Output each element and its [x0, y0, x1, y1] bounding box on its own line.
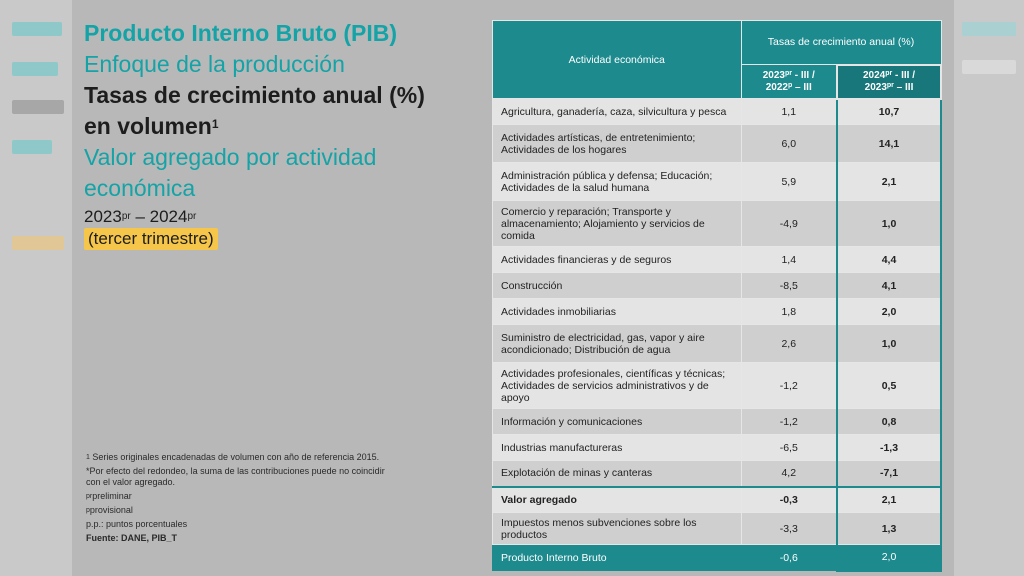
rate-2024: 2,0 [837, 299, 941, 325]
activity-name: Producto Interno Bruto [493, 545, 742, 571]
section-line-2: económica [84, 175, 196, 201]
footnote-5: p.p.: puntos porcentuales [86, 519, 188, 529]
p1a-sup: pr [784, 69, 792, 77]
activity-name: Información y comunicaciones [493, 409, 742, 435]
table-row-value-added [493, 487, 942, 513]
year-b: – 2024 [130, 207, 188, 226]
year-a: 2023 [84, 207, 122, 226]
rate-2024: 1,0 [837, 325, 941, 363]
table-row [493, 273, 942, 299]
slide-title: Producto Interno Bruto (PIB) [84, 20, 398, 46]
footnote-1 [86, 452, 386, 463]
table-row [493, 125, 942, 163]
footnote-4 [86, 505, 386, 516]
rate-2024: 0,8 [837, 409, 941, 435]
background-frame-left [0, 0, 72, 576]
p2b: - III / [892, 69, 916, 81]
table-row [493, 461, 942, 487]
footnote-3 [86, 491, 386, 502]
heading-footnote-mark: 1 [211, 117, 219, 131]
rate-2023: 2,6 [741, 325, 837, 363]
table-row [493, 363, 942, 409]
section-line-1: Valor agregado por actividad [84, 144, 377, 170]
slide [72, 0, 954, 576]
activity-name: Actividades inmobiliarias [493, 299, 742, 325]
rate-2023: 6,0 [741, 125, 837, 163]
p1a: 2023 [762, 69, 785, 81]
rate-2023: -1,2 [741, 363, 837, 409]
rate-2023: -6,5 [741, 435, 837, 461]
year-a-sup: pr [121, 211, 131, 222]
footnote-4-text: provisional [89, 505, 133, 515]
slide-subtitle: Enfoque de la producción [84, 51, 345, 77]
rate-2023: -1,2 [741, 409, 837, 435]
activity-name: Comercio y reparación; Transporte y almacenamiento; Alojamiento y servicios de comida [493, 201, 742, 247]
activity-name: Impuestos menos subvenciones sobre los productos [493, 513, 742, 545]
years-range [84, 206, 474, 228]
footnote-3-mark: pr [86, 493, 93, 500]
rate-2024: 0,5 [837, 363, 941, 409]
quarter-highlight: (tercer trimestre) [84, 228, 218, 250]
table-row [493, 435, 942, 461]
slide-heading [84, 18, 474, 250]
header-activity: Actividad económica [493, 21, 742, 99]
p1b: - III / [791, 69, 815, 81]
rate-2024: 2,0 [837, 545, 941, 571]
table-row [493, 247, 942, 273]
p1c: 2022 [765, 81, 788, 93]
rate-2024: -7,1 [837, 461, 941, 487]
activity-name: Construcción [493, 273, 742, 299]
rate-2023: 4,2 [741, 461, 837, 487]
table-row [493, 299, 942, 325]
table-row [493, 99, 942, 125]
rate-2024: 2,1 [837, 163, 941, 201]
activity-name: Administración pública y defensa; Educación; Actividades de la salud humana [493, 163, 742, 201]
rate-2023: 5,9 [741, 163, 837, 201]
table-row [493, 163, 942, 201]
activity-name: Explotación de minas y canteras [493, 461, 742, 487]
p2a-sup: pr [885, 69, 893, 77]
p2a: 2024 [862, 69, 886, 81]
header-period-2 [837, 65, 941, 99]
rate-2024: 1,3 [837, 513, 941, 545]
rate-2024: 4,1 [837, 273, 941, 299]
rate-2023: 1,1 [741, 99, 837, 125]
header-period-1 [741, 65, 837, 99]
rate-2024: 4,4 [837, 247, 941, 273]
footnote-2: *Por efecto del redondeo, la suma de las contribuciones puede no coincidir con el valor agregado. [86, 466, 385, 487]
source-note: Fuente: DANE, PIB_T [86, 533, 178, 543]
p1d: – III [792, 81, 812, 93]
rate-2024: 2,1 [837, 487, 941, 513]
growth-table [492, 20, 942, 572]
rate-2024: 14,1 [837, 125, 941, 163]
rate-2023: -0,6 [741, 545, 837, 571]
table-row [493, 201, 942, 247]
rate-2024: 1,0 [837, 201, 941, 247]
activity-name: Industrias manufactureras [493, 435, 742, 461]
rate-2024: 10,7 [837, 99, 941, 125]
table-row [493, 409, 942, 435]
p1c-sup: p [788, 81, 793, 89]
year-b-sup: pr [187, 211, 197, 222]
rate-2024: -1,3 [837, 435, 941, 461]
footnote-1-text: Series originales encadenadas de volumen con año de referencia 2015. [89, 452, 380, 462]
background-frame-right [954, 0, 1024, 576]
activity-name: Actividades financieras y de seguros [493, 247, 742, 273]
rate-2023: -8,5 [741, 273, 837, 299]
footnote-3-text: preliminar [92, 491, 132, 501]
rate-2023: 1,8 [741, 299, 837, 325]
activity-name: Actividades profesionales, científicas y técnicas; Actividades de servicios administrativos y de apoyo [493, 363, 742, 409]
footnote-4-mark: p [86, 507, 90, 514]
activity-name: Actividades artísticas, de entretenimiento; Actividades de los hogares [493, 125, 742, 163]
footnotes [86, 452, 386, 547]
p2c: 2023 [864, 81, 887, 93]
heading-line-2-text: en volumen [84, 113, 212, 139]
heading-line-2 [84, 111, 474, 142]
rate-2023: -3,3 [741, 513, 837, 545]
header-rates: Tasas de crecimiento anual (%) [741, 21, 941, 65]
rate-2023: -0,3 [741, 487, 837, 513]
rate-2023: 1,4 [741, 247, 837, 273]
rate-2023: -4,9 [741, 201, 837, 247]
activity-name: Suministro de electricidad, gas, vapor y aire acondicionado; Distribución de agua [493, 325, 742, 363]
table-row-taxes [493, 513, 942, 545]
heading-line-1: Tasas de crecimiento anual (%) [84, 82, 425, 108]
p2c-sup: pr [886, 81, 894, 89]
footnote-1-mark: 1 [86, 454, 90, 461]
p2d: – III [893, 81, 914, 93]
table-row-gdp [493, 545, 942, 571]
activity-name: Valor agregado [493, 487, 742, 513]
table-row [493, 325, 942, 363]
activity-name: Agricultura, ganadería, caza, silvicultura y pesca [493, 99, 742, 125]
